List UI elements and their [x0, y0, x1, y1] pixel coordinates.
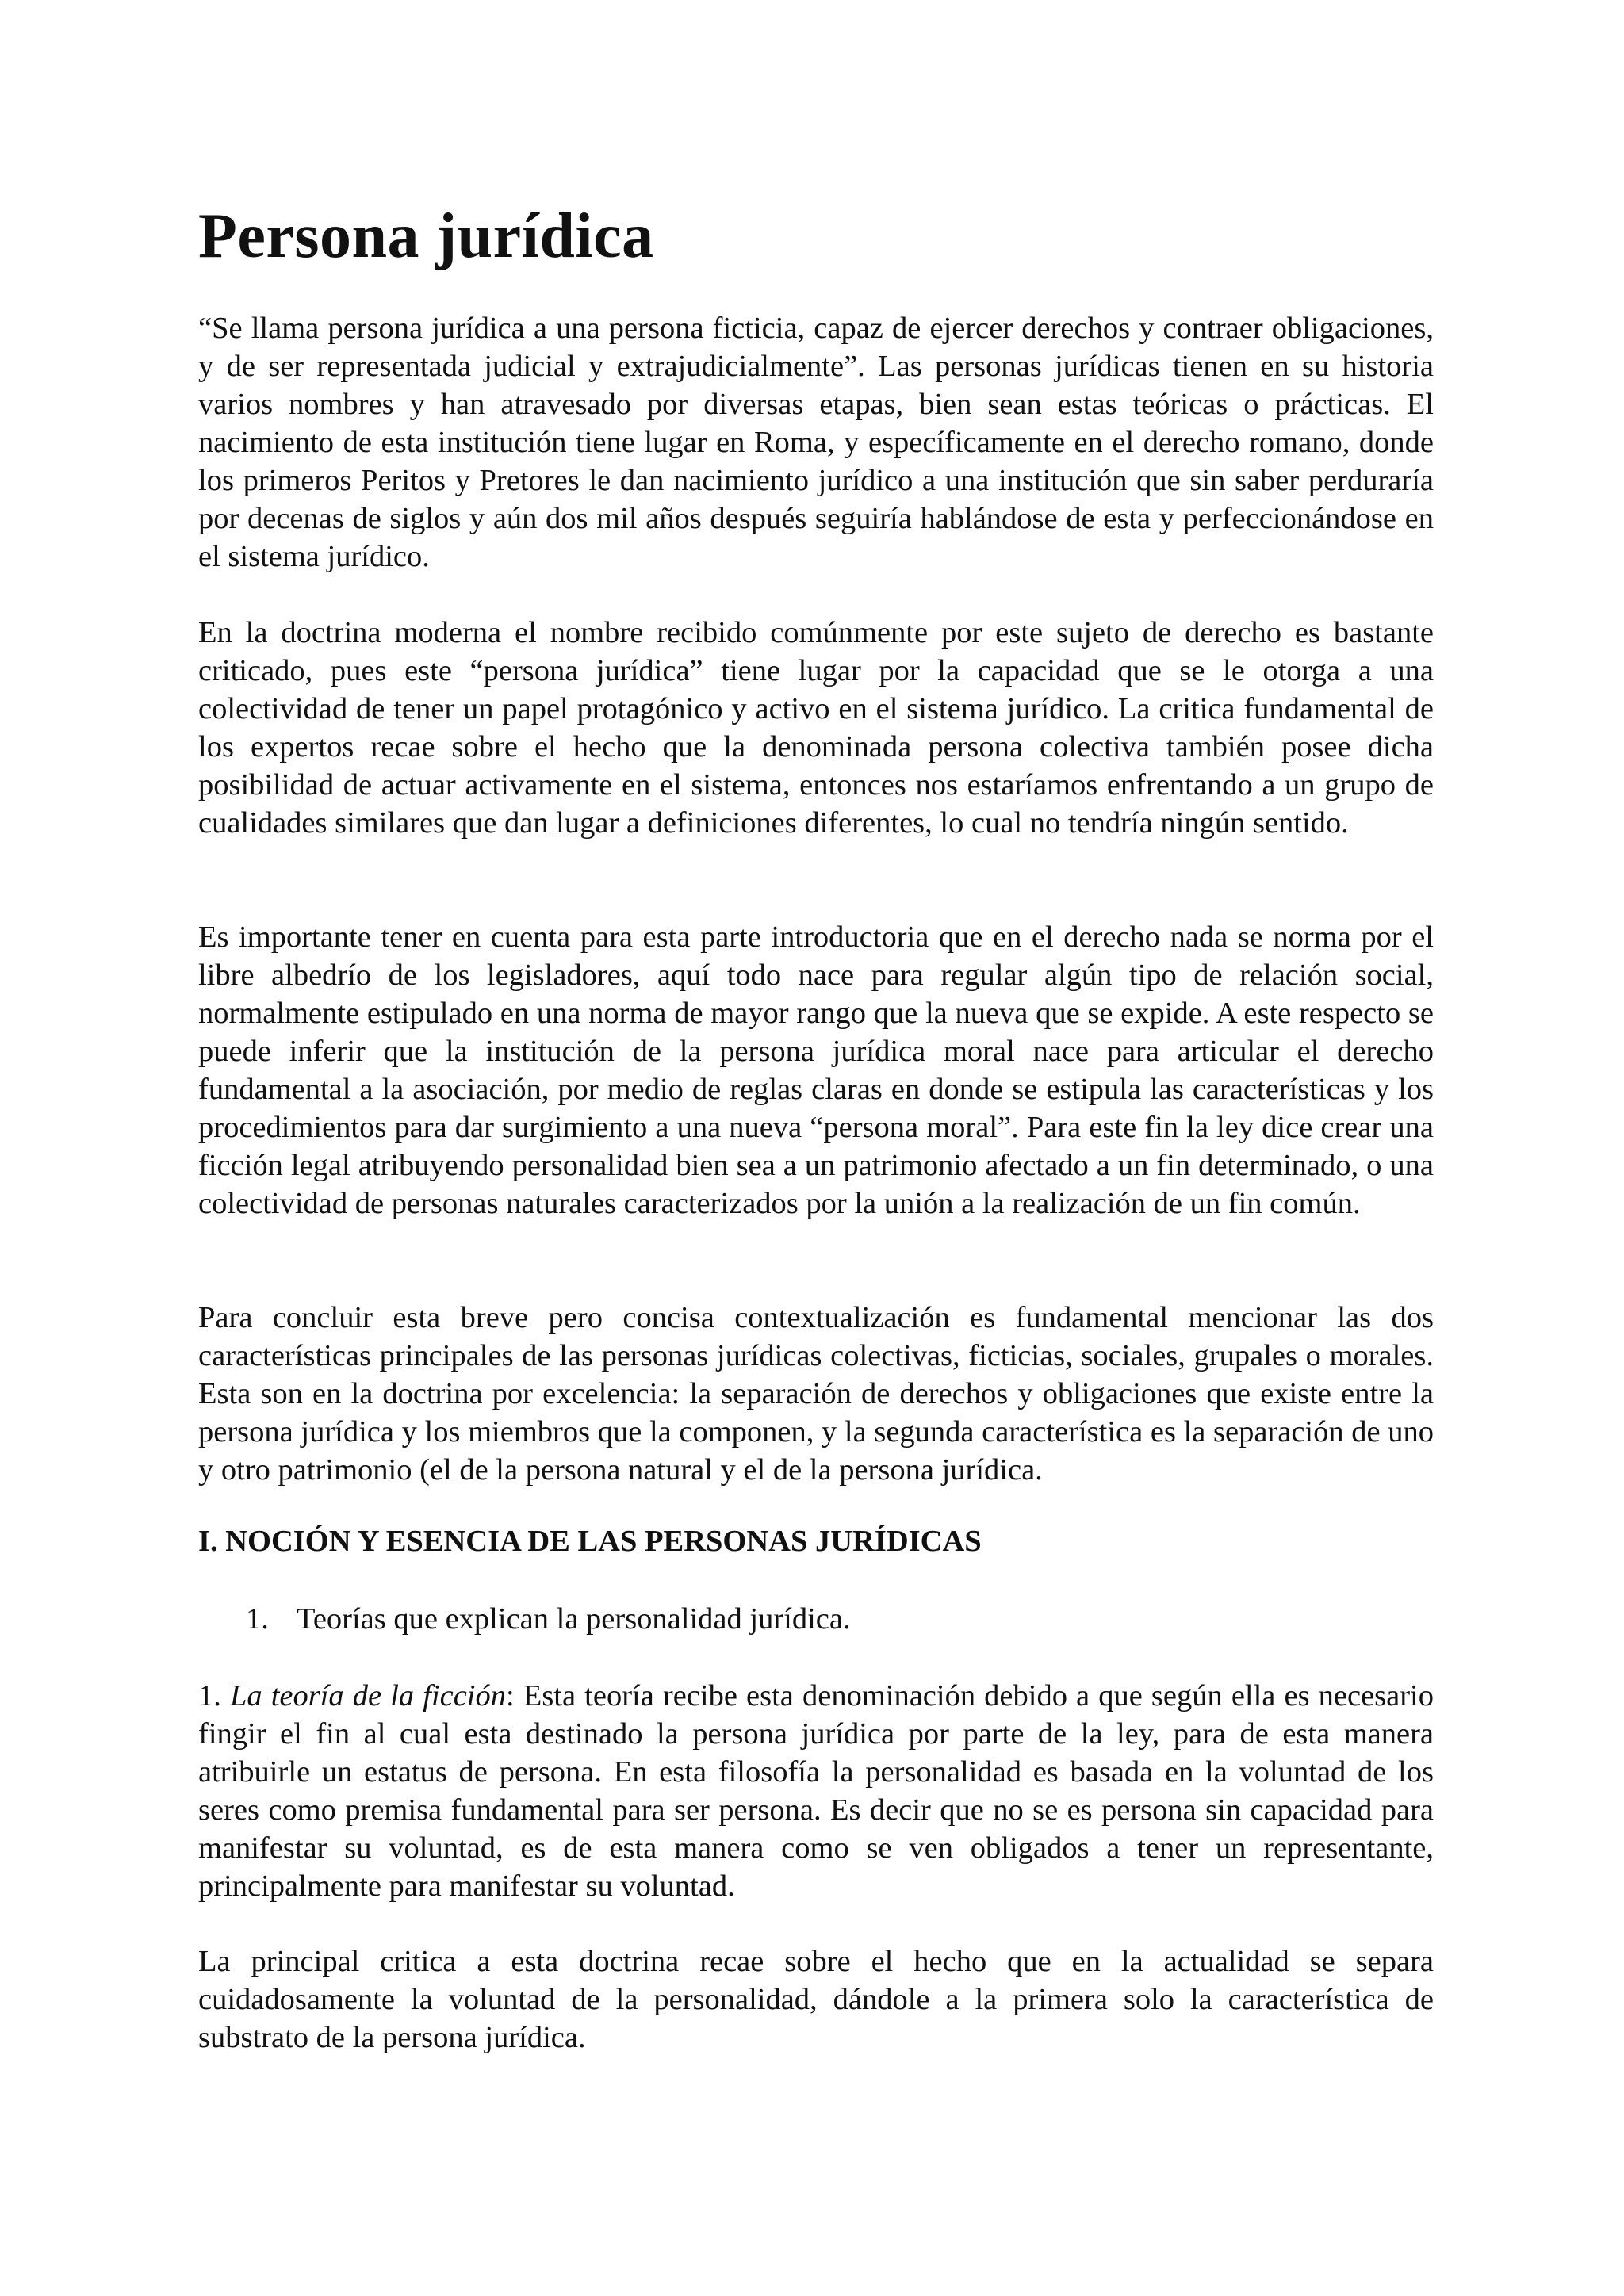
- section-heading: I. NOCIÓN Y ESENCIA DE LAS PERSONAS JURÍDICAS: [198, 1525, 982, 1558]
- introductory-paragraph: Es importante tener en cuenta para esta parte introductoria que en el derecho nada se norma por el libre albedrío de los legisladores, aquí todo nace para regular algún tipo de relación social, normalmente estipulado en una norma de mayor rango que la nueva que se expide. A este respecto se puede inferir que la institución de la persona jurídica moral nace para articular el derecho fundamental a la asociación, por medio de reglas claras en donde se estipula las características y los procedimientos para dar surgimiento a una nueva “persona moral”. Para este fin la ley dice crear una ficción legal atribuyendo personalidad bien sea a un patrimonio afectado a un fin determinado, o una colectividad de personas naturales caracterizados por la unión a la realización de un fin común.: [198, 920, 1434, 1220]
- theory-text: : Esta teoría recibe esta denominación debido a que según ella es necesario fingir el fin al cual esta destinado la persona jurídica por parte de la ley, para de esta manera atribuirle un estatus de persona. En esta filosofía la personalidad es basada en la voluntad de los seres como premisa fundamental para ser persona. Es decir que no se es persona sin capacidad para manifestar su voluntad, es de esta manera como se ven obligados a tener un representante, principalmente para manifestar su voluntad.: [198, 1679, 1434, 1903]
- theory-number: 1.: [198, 1679, 221, 1712]
- theory-name: La teoría de la ficción: [229, 1679, 507, 1712]
- closing-paragraph: La principal critica a esta doctrina recae sobre el hecho que en la actualidad se separa cuidadosamente la voluntad de la personalidad, dándole a la primera solo la característica de substrato de la persona jurídica.: [198, 1945, 1434, 2054]
- document-title: Persona jurídica: [198, 201, 654, 271]
- doctrine-paragraph: En la doctrina moderna el nombre recibido comúnmente por este sujeto de derecho es bastante criticado, pues este “persona jurídica” tiene lugar por la capacidad que se le otorga a una colectividad de tener un papel protagónico y activo en el sistema jurídico. La critica fundamental de los expertos recae sobre el hecho que la denominada persona colectiva también posee dicha posibilidad de actuar activamente en el sistema, entonces nos estaríamos enfrentando a un grupo de cualidades similares que dan lugar a definiciones diferentes, lo cual no tendría ningún sentido.: [198, 616, 1434, 840]
- intro-paragraph: “Se llama persona jurídica a una persona ficticia, capaz de ejercer derechos y contraer obligaciones, y de ser representada judicial y extrajudicialmente”. Las personas jurídicas tienen en su historia varios nombres y han atravesado por diversas etapas, bien sean estas teóricas o prácticas. El nacimiento de esta institución tiene lugar en Roma, y específicamente en el derecho romano, donde los primeros Peritos y Pretores le dan nacimiento jurídico a una institución que sin saber perduraría por decenas de siglos y aún dos mil años después seguiría hablándose de esta y perfeccionándose en el sistema jurídico.: [198, 312, 1434, 573]
- list-item: [246, 1600, 851, 1638]
- list-item-number: 1.: [246, 1602, 269, 1636]
- conclusion-paragraph: Para concluir esta breve pero concisa contextualización es fundamental mencionar las dos características principales de las personas jurídicas colectivas, ficticias, sociales, grupales o morales. Esta son en la doctrina por excelencia: la separación de derechos y obligaciones que existe entre la persona jurídica y los miembros que la componen, y la segunda característica es la separación de uno y otro patrimonio (el de la persona natural y el de la persona jurídica.: [198, 1301, 1434, 1487]
- theory-paragraph: [198, 1677, 1434, 1905]
- list-item-text: Teorías que explican la personalidad jurídica.: [297, 1602, 851, 1636]
